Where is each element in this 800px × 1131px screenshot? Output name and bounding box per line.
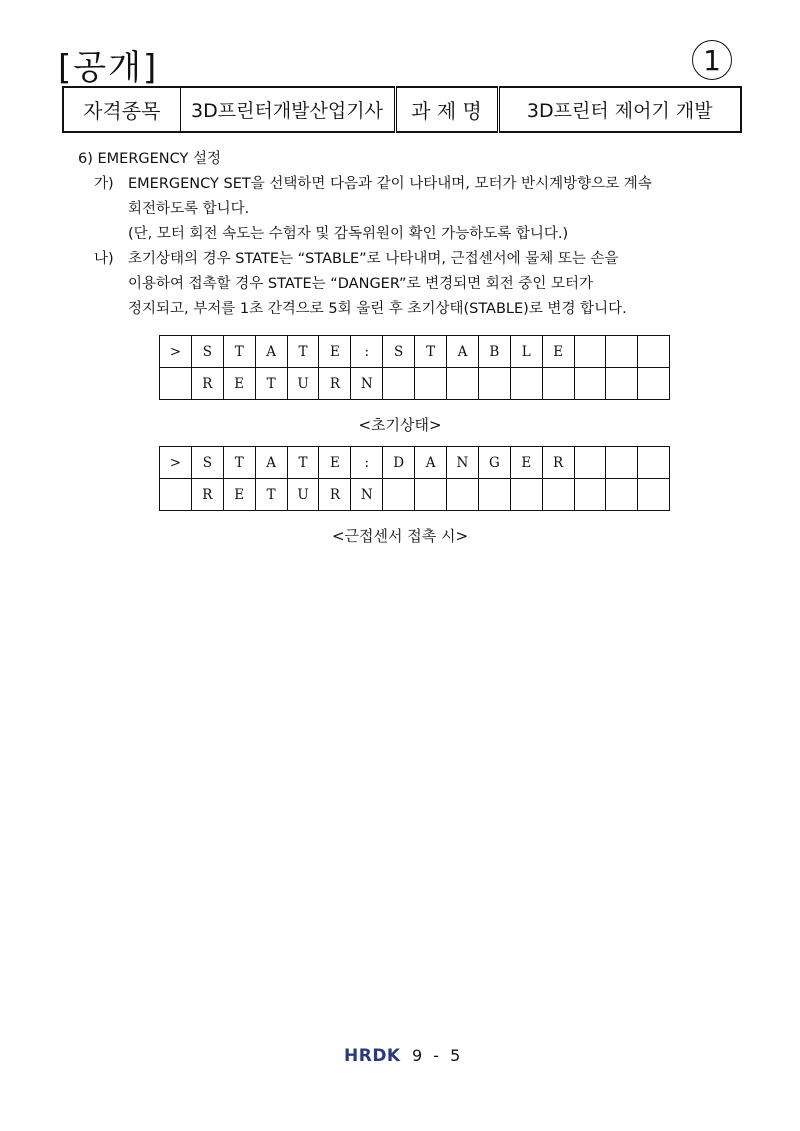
lcd-cell: A [415,447,447,479]
lcd-cell: B [478,336,510,368]
lcd-cell [160,368,192,400]
lcd-cell: > [160,336,192,368]
lcd-cell: A [255,447,287,479]
lcd-cell: A [447,336,479,368]
lcd-cell: T [223,336,255,368]
info-table [62,86,742,133]
lcd-cell: R [319,479,351,511]
lcd-cell [510,479,542,511]
lcd-cell: G [478,447,510,479]
item-b-line: 초기상태의 경우 STATE는 “STABLE”로 나타내며, 근접센서에 물체 또는 손을 [128,251,619,267]
task-value: 3D프린터 제어기 개발 [498,87,741,132]
lcd-cell [638,479,670,511]
lcd-cell [574,336,606,368]
lcd-cell [638,447,670,479]
lcd-cell: E [510,447,542,479]
label-qualification: 자격종목 [63,87,180,132]
lcd-cell [510,368,542,400]
lcd-cell [542,368,574,400]
lcd-cell [606,336,638,368]
lcd-cell: S [191,447,223,479]
lcd-cell [383,479,415,511]
section-heading: 6) EMERGENCY 설정 [78,151,221,167]
lcd-cell [447,479,479,511]
lcd-cell: E [319,336,351,368]
lcd-cell [478,479,510,511]
lcd-cell: R [191,368,223,400]
lcd-cell [606,479,638,511]
lcd-cell: T [255,479,287,511]
lcd-cell: T [287,447,319,479]
lcd-cell: T [255,368,287,400]
lcd-row-1 [160,336,670,368]
lcd-cell [574,479,606,511]
lcd-cell [574,447,606,479]
lcd-row-2 [160,368,670,400]
lcd-cell: R [191,479,223,511]
lcd-cell: N [351,368,383,400]
lcd-cell: U [287,368,319,400]
lcd-row-2 [160,479,670,511]
lcd-cell: N [447,447,479,479]
lcd-cell [447,368,479,400]
lcd-cell: E [319,447,351,479]
lcd-cell: S [191,336,223,368]
page-header-tag: [공개] [58,48,159,88]
lcd-cell [638,336,670,368]
lcd-cell: L [510,336,542,368]
lcd-cell: : [351,447,383,479]
lcd-cell [606,368,638,400]
lcd-row-1 [160,447,670,479]
lcd-cell: T [415,336,447,368]
lcd-cell [606,447,638,479]
item-a-line: (단, 모터 회전 속도는 수험자 및 감독위원이 확인 가능하도록 합니다.) [128,226,569,242]
lcd-cell: U [287,479,319,511]
item-b-line: 정지되고, 부저를 1초 간격으로 5회 울린 후 초기상태(STABLE)로 변경 합니다. [128,301,627,317]
item-b-line: 이용하여 접촉할 경우 STATE는 “DANGER”로 변경되면 회전 중인 모터가 [128,276,594,292]
lcd-cell [415,368,447,400]
lcd-cell: E [223,479,255,511]
lcd-cell [638,368,670,400]
lcd-display-danger [159,446,670,511]
item-a-line: EMERGENCY SET을 선택하면 다음과 같이 나타내며, 모터가 반시계방향으로 계속 [128,176,652,192]
lcd-cell: N [351,479,383,511]
caption-stable: <초기상태> [358,416,442,434]
lcd-cell [160,479,192,511]
caption-danger: <근접센서 접촉 시> [331,527,469,545]
page-number-circle: 1 [692,40,732,80]
lcd-cell [383,368,415,400]
hrdk-logo: HRDK [344,1046,401,1066]
lcd-cell: A [255,336,287,368]
lcd-cell: : [351,336,383,368]
label-task: 과 제 명 [395,87,498,132]
lcd-cell: T [287,336,319,368]
item-b-marker: 나) [94,251,114,267]
lcd-cell [542,479,574,511]
lcd-cell: T [223,447,255,479]
item-a-marker: 가) [94,176,114,192]
lcd-cell [415,479,447,511]
lcd-display-stable [159,335,670,400]
lcd-cell: D [383,447,415,479]
lcd-cell: > [160,447,192,479]
lcd-cell [478,368,510,400]
lcd-cell [574,368,606,400]
qualification-value: 3D프린터개발산업기사 [180,87,395,132]
lcd-cell: S [383,336,415,368]
item-a-line: 회전하도록 합니다. [128,201,250,217]
lcd-cell: E [223,368,255,400]
page-number: 9 - 5 [412,1046,464,1065]
lcd-cell: R [542,447,574,479]
lcd-cell: R [319,368,351,400]
lcd-cell: E [542,336,574,368]
